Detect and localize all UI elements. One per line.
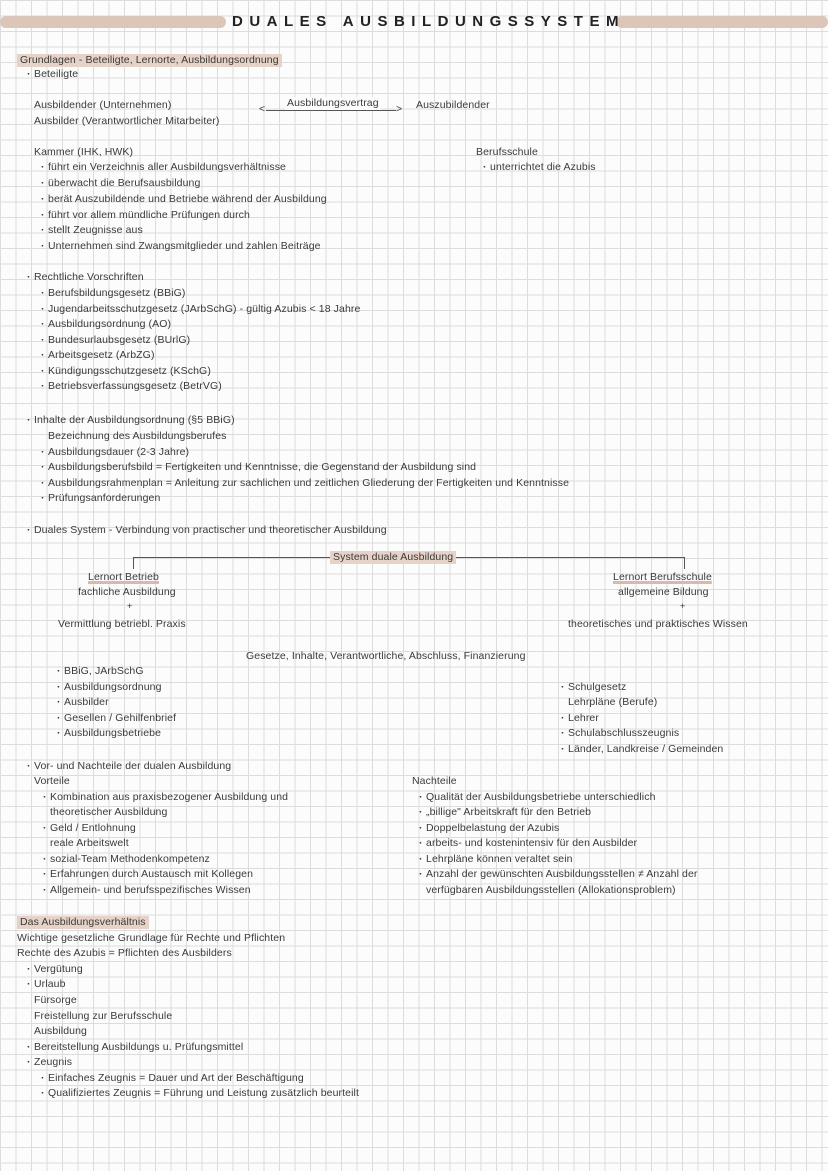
nachteil-item: · Qualität der Ausbildungsbetriebe unterschiedlich <box>426 791 656 804</box>
recht-item: · Vergütung <box>34 963 83 976</box>
beteiligte-label: · Beteiligte <box>34 68 78 81</box>
kammer-item: · führt ein Verzeichnis aller Ausbildungsverhältnisse <box>48 161 286 174</box>
vorschrift-item: · Betriebsverfassungsgesetz (BetrVG) <box>48 380 222 393</box>
vorschrift-item: · Kündigungsschutzgesetz (KSchG) <box>48 365 211 378</box>
betrieb-item: · Ausbildungsbetriebe <box>64 727 161 740</box>
recht-item: Ausbildung <box>34 1025 87 1037</box>
page-title: DUALES AUSBILDUNGSSYSTEM <box>232 13 625 30</box>
betrieb-line1: fachliche Ausbildung <box>78 586 176 598</box>
vorschrift-item: · Bundesurlaubsgesetz (BUrlG) <box>48 334 190 347</box>
verhaeltnis-line2: Rechte des Azubis = Pflichten des Ausbilders <box>17 947 232 959</box>
nachteil-item: · Anzahl der gewünschten Ausbildungsstellen ≠ Anzahl der <box>426 868 698 881</box>
betrieb-item: · BBiG, JArbSchG <box>64 665 144 678</box>
vorschrift-item: · Jugendarbeitsschutzgesetz (JArbSchG) - gültig Azubis < 18 Jahre <box>48 303 360 316</box>
inhalte-item: · Ausbildungsdauer (2-3 Jahre) <box>48 446 189 459</box>
nachteil-item: verfügbaren Ausbildungsstellen (Allokationsproblem) <box>426 884 676 896</box>
section-heading-grundlagen: Grundlagen - Beteiligte, Lernorte, Ausbildungsordnung <box>17 54 282 67</box>
system-bracket-right <box>684 557 685 569</box>
inhalte-item: · Ausbildungsberufsbild = Fertigkeiten und Kenntnisse, die Gegenstand der Ausbildung sind <box>48 461 476 474</box>
recht-item: · Urlaub <box>34 978 66 991</box>
vorteil-item: · Allgemein- und berufsspezifisches Wissen <box>50 884 251 897</box>
recht-item: · Bereitstellung Ausbildungs u. Prüfungsmittel <box>34 1041 243 1054</box>
auszubildender: Auszubildender <box>416 99 490 111</box>
vorteile-label: Vorteile <box>34 775 70 787</box>
betrieb-plus: + <box>127 601 133 611</box>
vorteil-item: reale Arbeitswelt <box>50 837 129 849</box>
vertrag-label: Ausbildungsvertrag <box>287 97 379 109</box>
verhaeltnis-line1: Wichtige gesetzliche Grundlage für Rechte und Pflichten <box>17 932 286 944</box>
vorteil-item: theoretischer Ausbildung <box>50 806 168 818</box>
zeugnis-item: · Qualifiziertes Zeugnis = Führung und Leistung zusätzlich beurteilt <box>48 1087 359 1100</box>
betrieb-item: · Ausbildungsordnung <box>64 681 162 694</box>
title-bar-left <box>0 16 226 28</box>
schule-title: Lernort Berufsschule <box>613 571 712 583</box>
schule-item: · Lehrer <box>568 712 599 725</box>
arrow-left-icon: < <box>259 103 266 115</box>
berufsschule-label: Berufsschule <box>476 146 538 158</box>
kammer-item: · Unternehmen sind Zwangsmitglieder und zahlen Beiträge <box>48 240 321 253</box>
section-heading-vornach: · Vor- und Nachteile der dualen Ausbildung <box>34 760 231 773</box>
schule-line1: allgemeine Bildung <box>618 586 709 598</box>
betrieb-title: Lernort Betrieb <box>88 571 159 583</box>
schule-item: · Länder, Landkreise / Gemeinden <box>568 743 723 756</box>
section-heading-duales: · Duales System - Verbindung von practischer und theoretischer Ausbildung <box>34 524 387 537</box>
ausbildender: Ausbildender (Unternehmen) <box>34 99 172 111</box>
betrieb-item: · Gesellen / Gehilfenbrief <box>64 712 176 725</box>
berufsschule-item: · unterrichtet die Azubis <box>490 161 596 174</box>
inhalte-sub: Bezeichnung des Ausbildungsberufes <box>48 430 227 442</box>
betrieb-item: · Ausbilder <box>64 696 109 709</box>
section-heading-vorschriften: · Rechtliche Vorschriften <box>34 271 144 284</box>
schule-line2: theoretisches und praktisches Wissen <box>568 618 748 630</box>
vorschrift-item: · Ausbildungsordnung (AO) <box>48 318 171 331</box>
vorteil-item: · sozial-Team Methodenkompetenz <box>50 853 210 866</box>
duales-center: Gesetze, Inhalte, Verantwortliche, Abschluss, Finanzierung <box>246 650 526 662</box>
system-label: System duale Ausbildung <box>330 551 456 564</box>
arrow-line <box>266 110 396 111</box>
nachteil-item: · arbeits- und kostenintensiv für den Ausbilder <box>426 837 637 850</box>
vorteil-item: · Geld / Entlohnung <box>50 822 136 835</box>
recht-item: Freistellung zur Berufsschule <box>34 1010 173 1022</box>
kammer-item: · stellt Zeugnisse aus <box>48 224 143 237</box>
nachteil-item: · Lehrpläne können veraltet sein <box>426 853 573 866</box>
schule-item: · Schulabschlusszeugnis <box>568 727 679 740</box>
vorschrift-item: · Arbeitsgesetz (ArbZG) <box>48 349 155 362</box>
arrow-right-icon: > <box>396 103 403 115</box>
betrieb-line2: Vermittlung betriebl. Praxis <box>58 618 186 630</box>
system-bracket-left <box>133 557 134 569</box>
nachteil-item: · „billige" Arbeitskraft für den Betrieb <box>426 806 591 819</box>
kammer-item: · führt vor allem mündliche Prüfungen durch <box>48 209 250 222</box>
section-heading-verhaeltnis: Das Ausbildungsverhältnis <box>17 916 149 929</box>
recht-item: Fürsorge <box>34 994 77 1006</box>
zeugnis-item: · Einfaches Zeugnis = Dauer und Art der Beschäftigung <box>48 1072 304 1085</box>
nachteile-label: Nachteile <box>412 775 457 787</box>
kammer-item: · berät Auszubildende und Betriebe während der Ausbildung <box>48 193 327 206</box>
vorteil-item: · Kombination aus praxisbezogener Ausbildung und <box>50 791 288 804</box>
vorteil-item: · Erfahrungen durch Austausch mit Kollegen <box>50 868 253 881</box>
inhalte-item: · Ausbildungsrahmenplan = Anleitung zur sachlichen und zeitlichen Gliederung der Fertigkeiten und Kenntnisse <box>48 477 569 490</box>
section-heading-inhalte: · Inhalte der Ausbildungsordnung (§5 BBiG) <box>34 414 235 427</box>
kammer-label: Kammer (IHK, HWK) <box>34 146 134 158</box>
vorschrift-item: · Berufsbildungsgesetz (BBiG) <box>48 287 186 300</box>
kammer-item: · überwacht die Berufsausbildung <box>48 177 200 190</box>
ausbilder: Ausbilder (Verantwortlicher Mitarbeiter) <box>34 115 220 127</box>
schule-plus: + <box>680 601 686 611</box>
schule-item: · Schulgesetz <box>568 681 626 694</box>
inhalte-item: · Prüfungsanforderungen <box>48 492 160 505</box>
nachteil-item: · Doppelbelastung der Azubis <box>426 822 559 835</box>
schule-item: Lehrpläne (Berufe) <box>568 696 658 708</box>
title-bar-right <box>616 16 828 28</box>
recht-item: · Zeugnis <box>34 1056 72 1069</box>
